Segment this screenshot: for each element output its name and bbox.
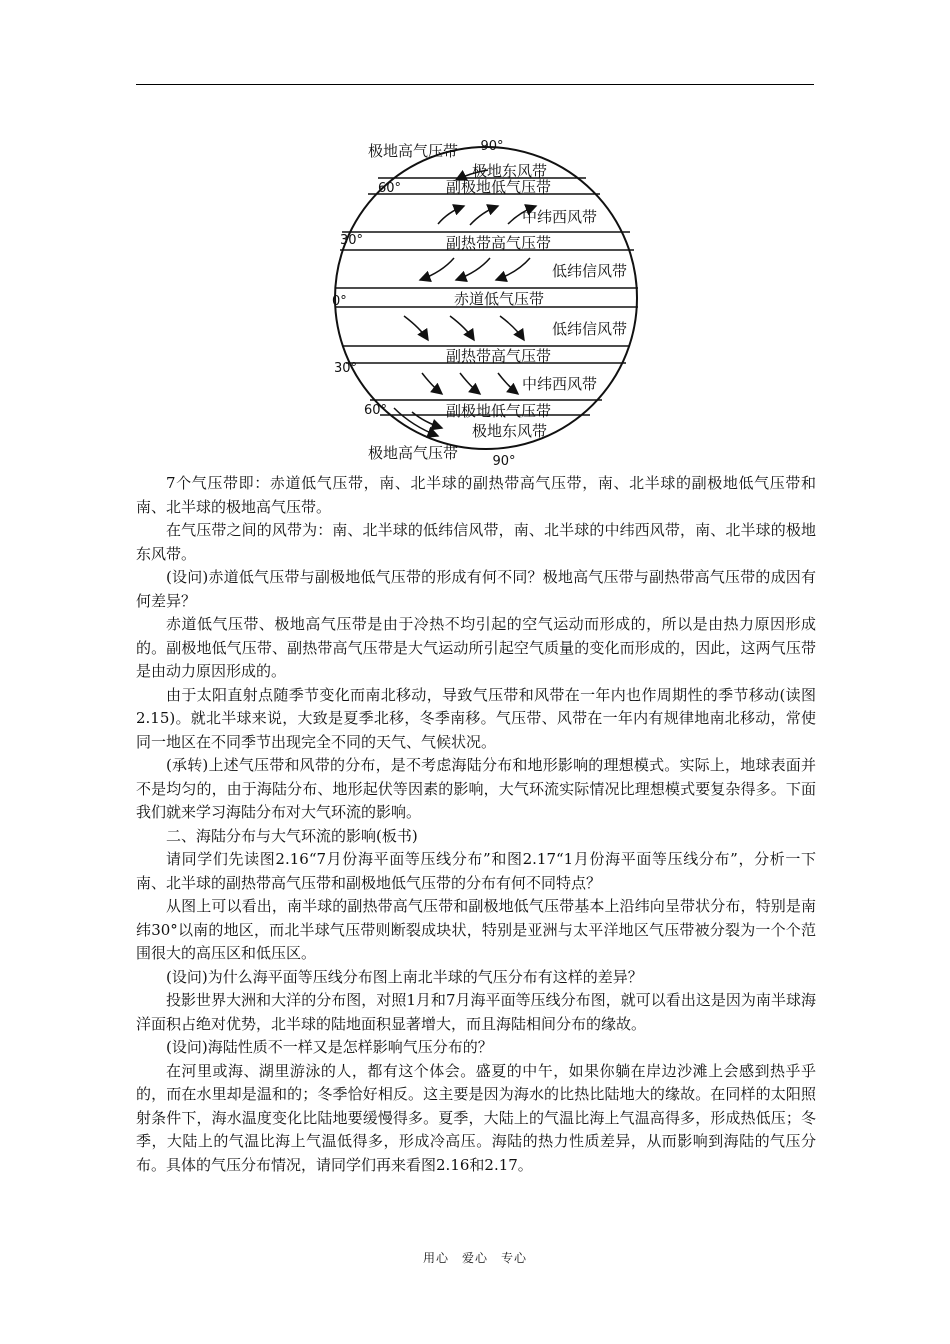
lat-label-60n: 60°	[378, 181, 402, 196]
north-subtropical-high-label: 副热带高气压带	[446, 234, 552, 252]
paragraph: 在气压带之间的风带为：南、北半球的低纬信风带，南、北半球的中纬西风带，南、北半球的极地东风带。	[136, 521, 816, 563]
paragraph: 由于太阳直射点随季节变化而南北移动，导致气压带和风带在一年内也作周期性的季节移动(读图2.15)。就北半球来说，大致是夏季北移，冬季南移。气压带、风带在一年内有规律地南北移动，常使同一地区在不同季节出现完全不同的天气、气候状况。	[136, 685, 816, 751]
document-body	[136, 472, 816, 1177]
paragraph: 请同学们先读图2.16“7月份海平面等压线分布”和图2.17“1月份海平面等压线分布”，分析一下南、北半球的副热带高气压带和副极地低气压带的分布有何不同特点？	[136, 850, 816, 892]
south-trades-label: 低纬信风带	[552, 320, 628, 338]
lat-label-equator: 0°	[332, 294, 347, 309]
pressure-wind-belt-diagram	[320, 130, 680, 475]
north-westerlies-label: 中纬西风带	[522, 208, 598, 226]
south-westerlies-label: 中纬西风带	[522, 375, 598, 393]
paragraph: 赤道低气压带、极地高气压带是由于冷热不均引起的空气运动而形成的，所以是由热力原因形成的。副极地低气压带、副热带高气压带是大气运动所引起空气质量的变化而形成的，因此，这两气压带是由动力原因形成的。	[136, 615, 816, 680]
globe-diagram	[320, 130, 680, 475]
lat-label-south-pole: 90°	[492, 454, 516, 469]
paragraph: (承转)上述气压带和风带的分布，是不考虑海陆分布和地形影响的理想模式。实际上，地球表面并不是均匀的，由于海陆分布、地形起伏等因素的影响，大气环流实际情况比理想模式要复杂得多。下面我们就来学习海陆分布对大气环流的影响。	[136, 756, 816, 821]
page-footer: 用心 爱心 专心	[422, 1251, 527, 1265]
lat-label-30s: 30°	[334, 361, 358, 376]
paragraph: (设问)海陆性质不一样又是怎样影响气压分布的？	[166, 1038, 493, 1056]
paragraph: 从图上可以看出，南半球的副热带高气压带和副极地低气压带基本上沿纬向呈带状分布，特别是南纬30°以南的地区，而北半球气压带则断裂成块状，特别是亚洲与太平洋地区气压带被分裂为一个个范围很大的高压区和低压区。	[136, 897, 816, 962]
paragraph: 7个气压带即：赤道低气压带，南、北半球的副热带高气压带，南、北半球的副极地低气压带和南、北半球的极地高气压带。	[136, 474, 816, 516]
paragraph: (设问)为什么海平面等压线分布图上南北半球的气压分布有这样的差异？	[166, 967, 643, 986]
lat-label-30n: 30°	[340, 233, 364, 248]
north-trades-label: 低纬信风带	[552, 262, 628, 280]
south-polar-easterlies-label: 极地东风带	[472, 422, 548, 440]
south-subpolar-low-label: 副极地低气压带	[446, 402, 552, 420]
south-subtropical-high-label: 副热带高气压带	[446, 347, 552, 365]
header-rule	[136, 84, 814, 85]
north-polar-high-label: 极地高气压带	[368, 142, 459, 160]
south-polar-high-label: 极地高气压带	[368, 444, 459, 462]
paragraph: 投影世界大洲和大洋的分布图，对照1月和7月海平面等压线分布图，就可以看出这是因为南半球海洋面积占绝对优势，北半球的陆地面积显著增大，而且海陆相间分布的缘故。	[136, 991, 816, 1033]
paragraph: (设问)赤道低气压带与副极地低气压带的形成有何不同？极地高气压带与副热带高气压带的成因有何差异？	[136, 568, 816, 610]
paragraph: 在河里或海、湖里游泳的人，都有这个体会。盛夏的中午，如果你躺在岸边沙滩上会感到热乎乎的，而在水里却是温和的；冬季恰好相反。这主要是因为海水的比热比陆地大的缘故。在同样的太阳照射条件下，海水温度变化比陆地要缓慢得多。夏季，大陆上的气温比海上气温高得多，形成热低压；冬季，大陆上的气温比海上气温低得多，形成冷高压。海陆的热力性质差异，从而影响到海陆的气压分布。具体的气压分布情况，请同学们再来看图2.16和2.17。	[136, 1061, 816, 1174]
north-subpolar-low-label: 副极地低气压带	[446, 178, 552, 196]
north-polar-easterlies-label: 极地东风带	[472, 162, 548, 180]
section-heading: 二、海陆分布与大气环流的影响(板书)	[166, 826, 418, 845]
lat-label-60s: 60°	[364, 403, 388, 418]
equatorial-low-label: 赤道低气压带	[454, 290, 545, 308]
lat-label-north-pole: 90°	[480, 139, 504, 154]
